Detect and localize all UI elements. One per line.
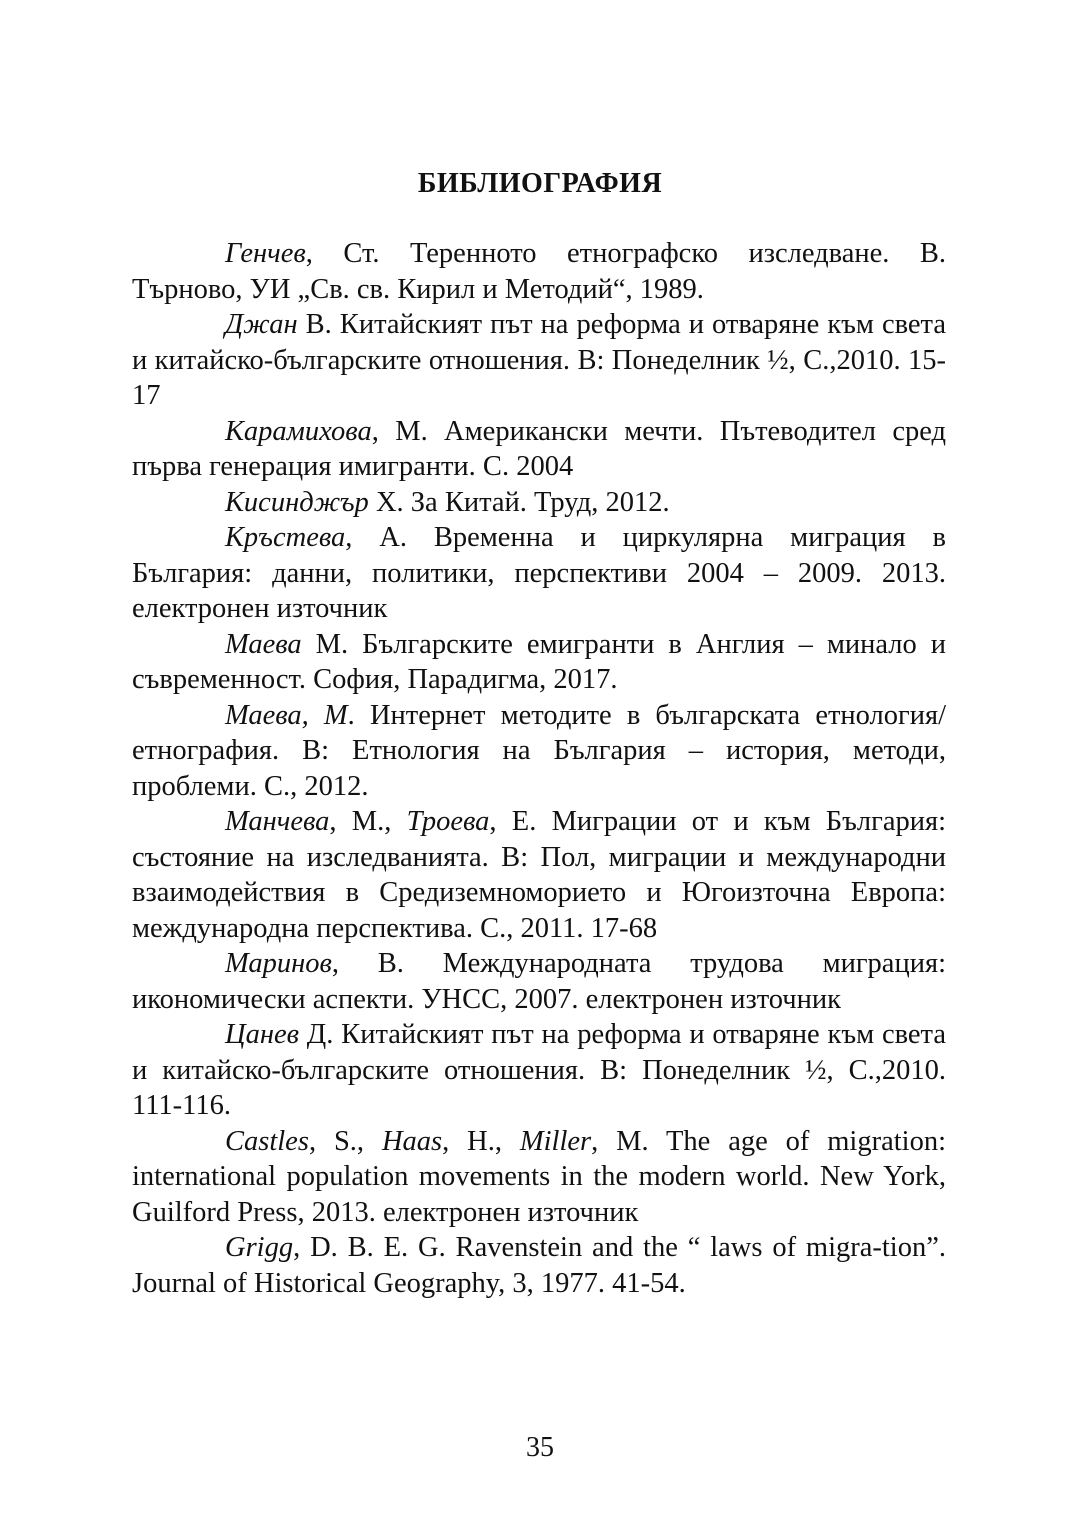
bibliography-entry [132, 236, 946, 307]
entry-coauthor: Троева [406, 806, 490, 837]
bibliography-entry [132, 804, 946, 946]
entry-author: Маева [225, 628, 302, 660]
entry-text: . Интернет методите в българската етнология/етнография. В: Етнология на България – история, методи, проблеми. С., 2012. [132, 699, 946, 802]
entry-text: , D. B. E. G. Ravenstein and the “ laws of migra-tion”. Journal of Historical Geography, 3, 1977. 41-54. [132, 1232, 946, 1299]
entry-text: , М., [329, 806, 407, 837]
page-title: БИБЛИОГРАФИЯ [417, 168, 663, 199]
entry-coauthor: Miller [519, 1125, 592, 1157]
entry-coauthor: Haas [381, 1125, 443, 1157]
bibliography-entry [132, 698, 946, 805]
entry-author: Манчева [225, 806, 330, 837]
bibliography-list [132, 236, 946, 1301]
entry-author: Маева, М [225, 699, 348, 731]
entry-text: , А. Временна и циркулярна миграция в България: данни, политики, перспективи 2004 – 2009. 2013. електронен източник [132, 522, 946, 624]
entry-text: Д. Китайският път на реформа и отваряне към света и китайско-българските отношения. В: Понеделник ½, С.,2010. 111-116. [132, 1019, 946, 1121]
entry-text: , Е. Миграции от и към България: състояние на изследванията. В: Пол, миграции и международни взаимодействия в Средиземноморието и Югоизточна Европа: международна перспектива. С., 2011. 17-68 [132, 806, 946, 944]
bibliography-entry [132, 414, 946, 485]
entry-author: Джан [225, 309, 298, 340]
bibliography-entry [132, 1230, 946, 1301]
bibliography-entry [132, 627, 946, 698]
entry-text: Х. За Китай. Труд, 2012. [368, 486, 670, 518]
entry-author: Цанев [225, 1019, 299, 1050]
bibliography-entry [132, 1017, 946, 1124]
entry-text: , M. The age of migration: international population movements in the modern world. New York, Guilford Press, 2013. електронен източник [132, 1125, 946, 1228]
bibliography-entry [132, 1124, 946, 1231]
entry-text: М. Българските емигранти в Англия – минало и съвременност. София, Парадигма, 2017. [132, 628, 946, 695]
entry-author: Маринов [225, 948, 332, 979]
entry-text: , H., [442, 1125, 520, 1157]
entry-author: Кисинджър [225, 486, 369, 518]
entry-text: , М. Американски мечти. Пътеводител сред първа генерация имигранти. С. 2004 [132, 415, 946, 482]
entry-author: Кръстева [225, 522, 346, 553]
entry-author: Grigg [225, 1232, 294, 1263]
bibliography-entry [132, 485, 946, 521]
bibliography-entry [132, 307, 946, 414]
entry-text: В. Китайският път на реформа и отваряне към света и китайско-българските отношения. В: Понеделник ½, С.,2010. 15-17 [132, 309, 946, 411]
entry-author: Генчев [225, 238, 306, 269]
entry-text: , S., [308, 1125, 382, 1157]
entry-text: , Ст. Теренното етнографско изследване. В. Търново, УИ „Св. св. Кирил и Методий“, 1989. [132, 238, 946, 305]
bibliography-entry [132, 946, 946, 1017]
bibliography-entry [132, 520, 946, 627]
entry-author: Castles [225, 1125, 309, 1157]
entry-text: , В. Международната трудова миграция: икономически аспекти. УНСС, 2007. електронен източник [132, 948, 946, 1015]
page-number: 35 [526, 1432, 554, 1463]
entry-author: Карамихова [225, 415, 372, 447]
